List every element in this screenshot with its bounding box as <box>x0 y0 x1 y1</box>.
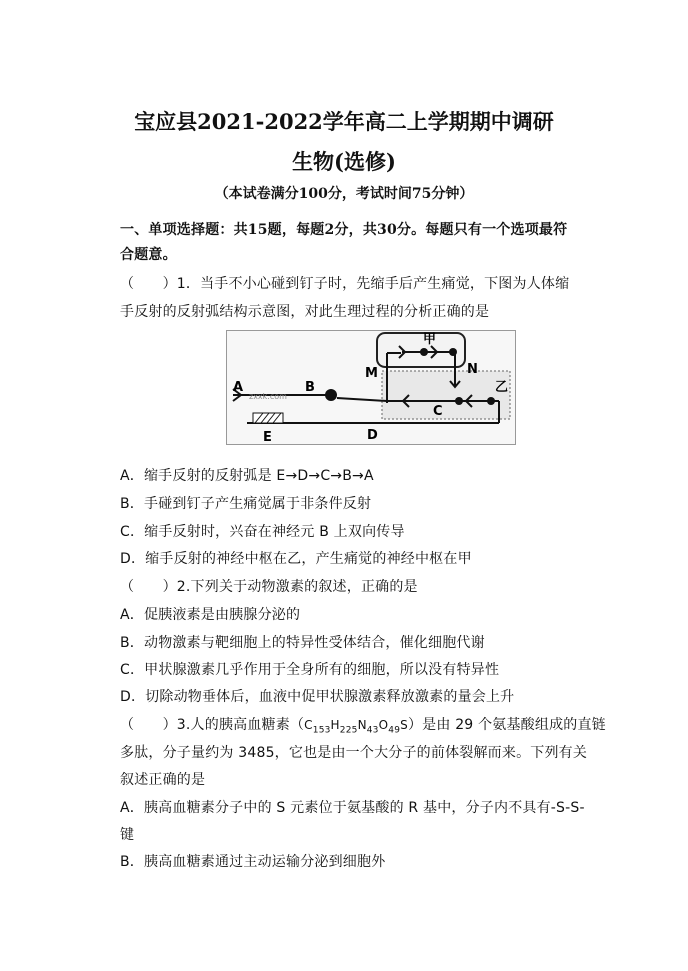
section-heading: 一、单项选择题：共15题，每题2分，共30分。每题只有一个选项最符 <box>120 222 568 238</box>
label-m: M <box>365 366 378 381</box>
section-heading-cont: 合题意。 <box>120 247 177 263</box>
q3-option-a: A．胰高血糖素分子中的 S 元素位于氨基酸的 R 基中，分子内不具有-S-S- <box>120 800 585 816</box>
q3-stem-end: ）是由 29 个氨基酸组成的直链 <box>407 717 606 733</box>
q2-option-d: D．切除动物垂体后，血液中促甲状腺激素释放激素的量会上升 <box>120 689 515 705</box>
q2-stem: （ ）2.下列关于动物激素的叙述，正确的是 <box>120 579 418 595</box>
q1-option-b: B．手碰到钉子产生痛觉属于非条件反射 <box>120 496 372 512</box>
q1-option-c: C．缩手反射时，兴奋在神经元 B 上双向传导 <box>120 524 405 540</box>
q1-option-d: D．缩手反射的神经中枢在乙，产生痛觉的神经中枢在甲 <box>120 551 472 567</box>
q3-stem-start: （ ）3.人的胰高血糖素（ <box>120 717 305 733</box>
glucagon-formula: $C_{153}H_{225}N_{43}O_{49}S$ <box>304 718 408 736</box>
reflex-arc-figure <box>226 330 516 445</box>
exam-note: （本试卷满分100分，考试时间75分钟） <box>214 186 474 202</box>
exam-subtitle: 生物(选修) <box>292 149 396 174</box>
label-e: E <box>263 430 272 444</box>
q3-stem-cont2: 叙述正确的是 <box>120 772 206 788</box>
reflex-arc-diagram <box>227 331 515 444</box>
label-yi: 乙 <box>495 380 509 395</box>
label-c: C <box>433 404 443 419</box>
label-d: D <box>367 428 378 443</box>
label-jia: 甲 <box>423 332 437 347</box>
label-b: B <box>305 380 315 395</box>
q3-stem-cont: 多肽，分子量约为 3485，它也是由一个大分子的前体裂解而来。下列有关 <box>120 745 588 761</box>
q1-stem-cont: 手反射的反射弧结构示意图，对此生理过程的分析正确的是 <box>120 304 490 320</box>
watermark: zxxk.com <box>249 392 287 401</box>
q2-option-c: C．甲状腺激素几乎作用于全身所有的细胞，所以没有特异性 <box>120 662 500 678</box>
q1-stem: （ ）1．当手不小心碰到钉子时，先缩手后产生痛觉，下图为人体缩 <box>120 276 570 292</box>
q3-stem <box>120 714 606 735</box>
q2-option-a: A．促胰液素是由胰腺分泌的 <box>120 607 301 623</box>
spinal-cord-region <box>382 371 510 419</box>
label-a: A <box>233 380 244 395</box>
exam-title: 宝应县2021-2022学年高二上学期期中调研 <box>134 109 554 134</box>
q3-option-a-cont: 键 <box>120 827 135 843</box>
effector-muscle <box>253 413 283 423</box>
q3-option-b: B．胰高血糖素通过主动运输分泌到细胞外 <box>120 854 386 870</box>
label-n: N <box>467 362 478 377</box>
q1-option-a: A．缩手反射的反射弧是 E→D→C→B→A <box>120 468 374 484</box>
q2-option-b: B．动物激素与靶细胞上的特异性受体结合，催化细胞代谢 <box>120 635 485 651</box>
